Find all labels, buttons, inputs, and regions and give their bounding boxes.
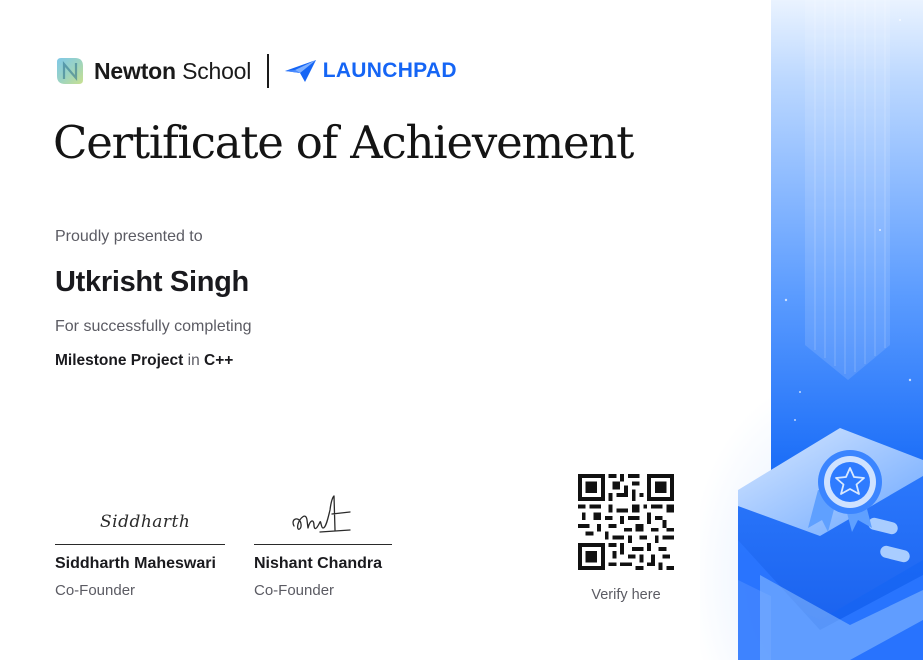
course-name: Milestone Project bbox=[55, 352, 184, 369]
signatory-2 bbox=[254, 492, 392, 599]
signature-siddharth bbox=[55, 492, 225, 544]
verify-label[interactable]: Verify here bbox=[591, 587, 661, 603]
header-logos bbox=[55, 52, 457, 90]
signature-nishant bbox=[254, 492, 392, 544]
newton-school-wordmark: Newton School bbox=[94, 57, 252, 84]
signatory-name: Nishant Chandra bbox=[254, 555, 383, 572]
recipient-name: Utkrisht Singh bbox=[55, 266, 249, 298]
launchpad-wordmark: LAUNCHPAD bbox=[322, 59, 457, 82]
signatory-role: Co-Founder bbox=[254, 582, 335, 599]
signatory-role: Co-Founder bbox=[55, 582, 136, 599]
svg-text:Siddharth: Siddharth bbox=[100, 512, 191, 532]
certificate-title: Certificate of Achievement bbox=[53, 116, 634, 169]
signature-line bbox=[55, 544, 225, 545]
qr-code-icon[interactable] bbox=[578, 474, 674, 570]
logo-divider bbox=[267, 54, 269, 88]
course-connector: in bbox=[187, 352, 200, 369]
completing-label: For successfully completing bbox=[55, 318, 252, 335]
course-subject: C++ bbox=[204, 352, 234, 369]
signatory-1 bbox=[55, 492, 225, 599]
decorative-badge-artwork bbox=[700, 0, 923, 660]
signatory-name: Siddharth Maheswari bbox=[55, 555, 216, 572]
course-line bbox=[55, 352, 233, 370]
presented-label: Proudly presented to bbox=[55, 228, 203, 245]
newton-school-logo-icon bbox=[55, 56, 85, 86]
signature-line bbox=[254, 544, 392, 545]
launchpad-rocket-icon bbox=[283, 58, 317, 84]
